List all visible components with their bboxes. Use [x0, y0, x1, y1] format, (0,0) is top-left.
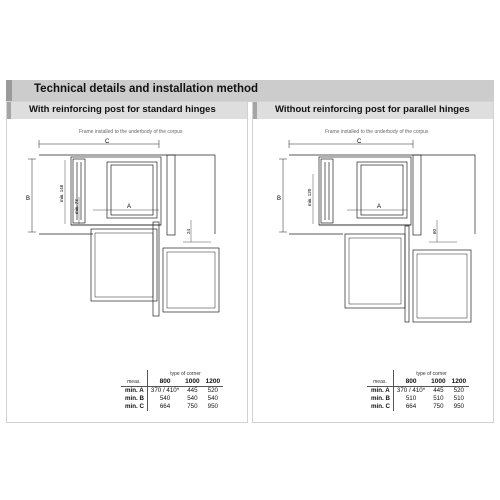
- caption-right: Frame installed to the underbody of the corpus: [325, 129, 429, 135]
- col-800: 800: [147, 378, 182, 387]
- panel-reinforcing-post: [6, 101, 248, 423]
- table-row: min. C 664 750 950: [125, 403, 218, 410]
- label-a-left: A: [127, 204, 132, 210]
- panel-heading-right: Without reinforcing post for parallel hinges: [275, 104, 470, 115]
- label-b-left: B: [26, 196, 31, 202]
- label-24: 24: [186, 228, 191, 234]
- col-1000: 1000: [185, 378, 200, 385]
- type-of-corner-header: type of corner: [393, 370, 469, 378]
- door-left: [91, 229, 157, 301]
- table-row: min. A 370 / 410* 445 520: [367, 387, 469, 396]
- dimension-table-right: [367, 370, 469, 411]
- panel-heading-left: With reinforcing post for standard hinges: [29, 104, 216, 115]
- label-min146: min. 146: [59, 184, 64, 202]
- table-row: min. C 664 750 950: [371, 403, 464, 410]
- section-title-bar: [6, 80, 494, 102]
- table-row: min. B 510 510 510: [371, 395, 464, 402]
- col-800: 800: [393, 378, 428, 387]
- type-of-corner-header: type of corner: [147, 370, 223, 378]
- label-a-right: A: [377, 204, 382, 210]
- label-min73: min. 73: [74, 199, 79, 214]
- carcass-outline-right: [289, 155, 475, 234]
- page-title: Technical details and installation method: [34, 83, 259, 95]
- table-row: min. A 370 / 410* 445 520: [121, 387, 223, 396]
- table-row: min. B 540 540 540: [125, 395, 218, 402]
- col-1200: 1200: [451, 378, 467, 385]
- label-c-right: C: [357, 139, 362, 145]
- label-c-left: C: [105, 139, 110, 145]
- meas-header: meas.: [373, 379, 387, 385]
- col-1000: 1000: [431, 378, 446, 385]
- caption-left: Frame installed to the underbody of the corpus: [79, 129, 183, 135]
- col-1200: 1200: [205, 378, 221, 385]
- label-min120: min. 120: [307, 188, 312, 206]
- door-right-panel: [345, 234, 405, 308]
- dimension-table-left: [121, 370, 223, 411]
- label-60: 60: [432, 228, 437, 234]
- panel-parallel-hinges: [252, 101, 494, 423]
- door-right-left-panel: [163, 248, 219, 312]
- carcass-outline-left: [39, 155, 215, 234]
- meas-header: meas.: [127, 379, 141, 385]
- label-b-right: B: [277, 196, 282, 202]
- door-right-right-panel: [413, 250, 471, 322]
